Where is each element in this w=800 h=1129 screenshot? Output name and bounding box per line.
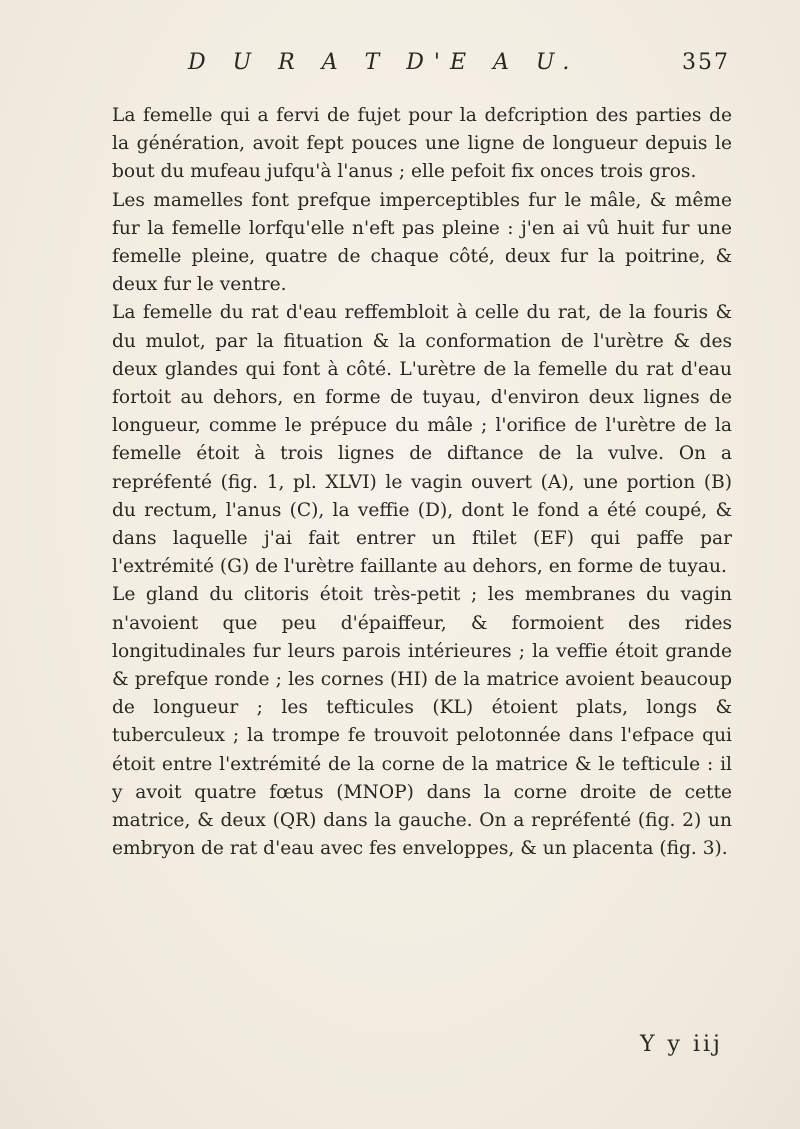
paragraph-female-description: La femelle qui a fervi de fujet pour la defcription des parties de la génération, avoit fept pouces une ligne de longueur depuis le bout du mufeau jufqu'à l'anus ; elle pefoit fix onces trois gros.: [112, 105, 732, 183]
paragraph-urethre: La femelle du rat d'eau reffembloit à celle du rat, de la fouris & du mulot, par la fituation & la conformation de l'urètre & des deux glandes qui font à côté. L'urètre de la femelle du rat d'eau fortoit au dehors, en forme de tuyau, d'environ deux lignes de longueur, comme le prépuce du mâle ; l'orifice de l'urètre de la femelle étoit à trois lignes de diftance de la vulve. On a repréfenté (fig. 1, pl. XLVI) le vagin ouvert (A), une portion (B) du rectum, l'anus (C), la veffie (D), dont le fond a été coupé, & dans laquelle j'ai fait entrer un ftilet (EF) qui paffe par l'extrémité (G) de l'urètre faillante au dehors, en forme de tuyau.: [112, 302, 732, 578]
running-title: D U R A T D'E A U.: [188, 50, 580, 75]
page-number: 357: [682, 50, 730, 75]
paragraph-mamelles: Les mamelles font prefque imperceptibles fur le mâle, & même fur la femelle lorfqu'elle n'eft pas pleine : j'en ai vû huit fur une femelle pleine, quatre de chaque côté, deux fur la poitrine, & deux fur le ventre.: [112, 189, 732, 296]
signature-mark: Y y iij: [640, 1032, 723, 1057]
body-text: [112, 102, 732, 863]
paragraph-clitoris: Le gland du clitoris étoit très-petit ; les membranes du vagin n'avoient que peu d'épaiffeur, & formoient des rides longitudinales fur leurs parois intérieures ; la veffie étoit grande & prefque ronde ; les cornes (HI) de la matrice avoient beaucoup de longueur ; les tefticules (KL) étoient plats, longs & tuberculeux ; la trompe fe trouvoit pelotonnée dans l'efpace qui étoit entre l'extrémité de la corne de la matrice & le tefticule : il y avoit quatre fœtus (MNOP) dans la corne droite de cette matrice, & deux (QR) dans la gauche. On a repréfenté (fig. 2) un embryon de rat d'eau avec fes enveloppes, & un placenta (fig. 3).: [112, 584, 732, 860]
page-header: [150, 50, 730, 90]
